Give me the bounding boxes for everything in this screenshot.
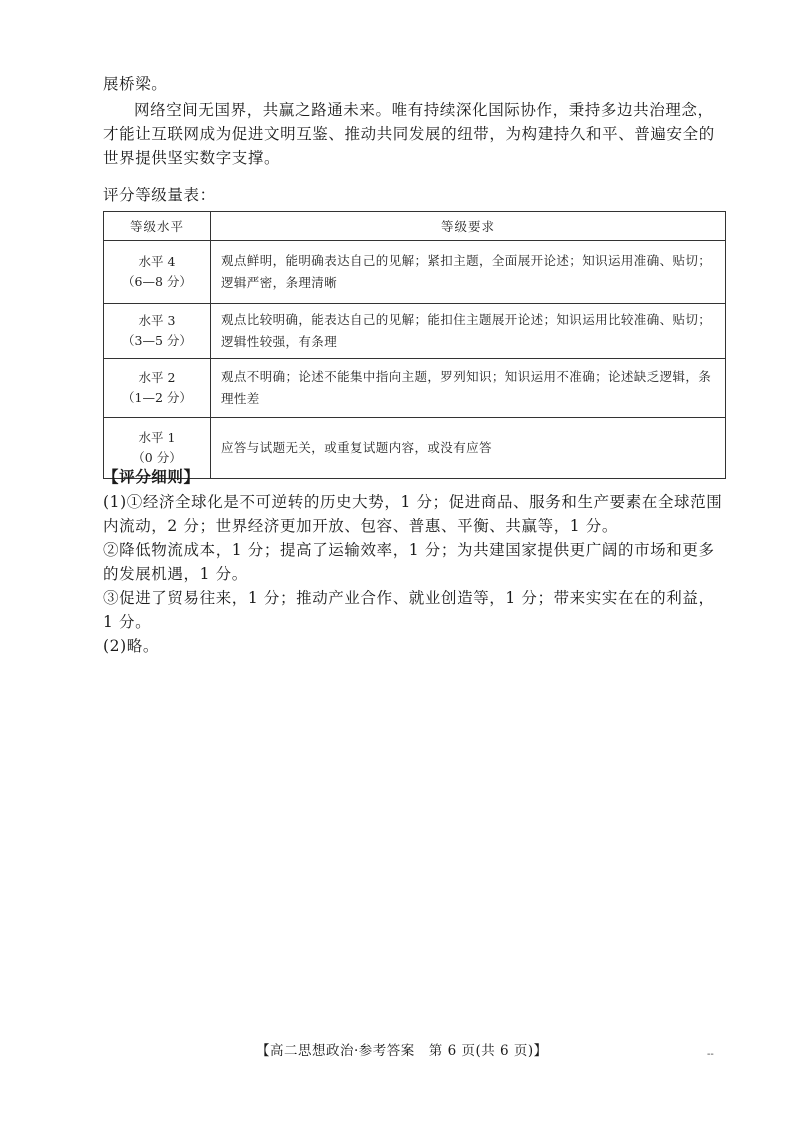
table-row — [104, 241, 726, 304]
level-name: 水平 3 — [138, 313, 176, 328]
intro-tail-line — [103, 72, 725, 96]
grading-scale-table — [103, 211, 726, 479]
page-footer: 【高二思想政治·参考答案 第 6 页(共 6 页)】 — [256, 1043, 548, 1059]
requirement-cell: 观点不明确；论述不能集中指向主题，罗列知识；知识运用不准确；论述缺乏逻辑，条理性差 — [211, 359, 726, 418]
rule-item: (1)①经济全球化是不可逆转的历史大势，1 分；促进商品、服务和生产要素在全球范围内流动，2 分；世界经济更加开放、包容、普惠、平衡、共赢等，1 分。 — [103, 493, 723, 535]
table-header-row — [104, 212, 726, 241]
closing-paragraph-text: 网络空间无国界，共赢之路通未来。唯有持续深化国际协作，秉持多边共治理念，才能让互联网成为促进文明互鉴、推动共同发展的纽带，为构建持久和平、普遍安全的世界提供坚实数字支撑。 — [103, 101, 715, 167]
level-range: （6—8 分） — [122, 274, 192, 289]
rules-title — [103, 465, 725, 489]
table-row — [104, 359, 726, 418]
level-name: 水平 2 — [138, 370, 176, 385]
level-name: 水平 1 — [138, 430, 176, 445]
scale-title-text: 评分等级量表： — [103, 186, 216, 204]
corner-mark: -- — [707, 1049, 714, 1060]
rule-item: (2)略。 — [103, 637, 159, 655]
level-range: （1—2 分） — [122, 390, 192, 405]
requirement-cell: 观点比较明确，能表达自己的见解；能扣住主题展开论述；知识运用比较准确、贴切；逻辑性较强，有条理 — [211, 304, 726, 359]
table-row — [104, 304, 726, 359]
scale-title — [103, 183, 725, 207]
requirement-cell: 应答与试题无关，或重复试题内容，或没有应答 — [211, 418, 726, 479]
level-name: 水平 4 — [138, 254, 176, 269]
level-cell — [104, 304, 211, 359]
rule-item: ③促进了贸易往来，1 分；推动产业合作、就业创造等，1 分；带来实实在在的利益，1 分。 — [103, 589, 715, 631]
closing-paragraph — [103, 98, 725, 170]
requirement-cell: 观点鲜明，能明确表达自己的见解；紧扣主题，全面展开论述；知识运用准确、贴切；逻辑严密，条理清晰 — [211, 241, 726, 304]
header-level: 等级水平 — [104, 212, 211, 241]
scoring-rules — [103, 490, 725, 658]
intro-tail-text: 展桥梁。 — [103, 75, 168, 93]
level-range: （3—5 分） — [122, 333, 192, 348]
level-range: （0 分） — [132, 450, 182, 465]
level-cell — [104, 359, 211, 418]
level-cell — [104, 241, 211, 304]
rule-item: ②降低物流成本，1 分；提高了运输效率，1 分；为共建国家提供更广阔的市场和更多的发展机遇，1 分。 — [103, 541, 715, 583]
header-requirement: 等级要求 — [211, 212, 726, 241]
rules-title-text: 【评分细则】 — [103, 467, 200, 486]
